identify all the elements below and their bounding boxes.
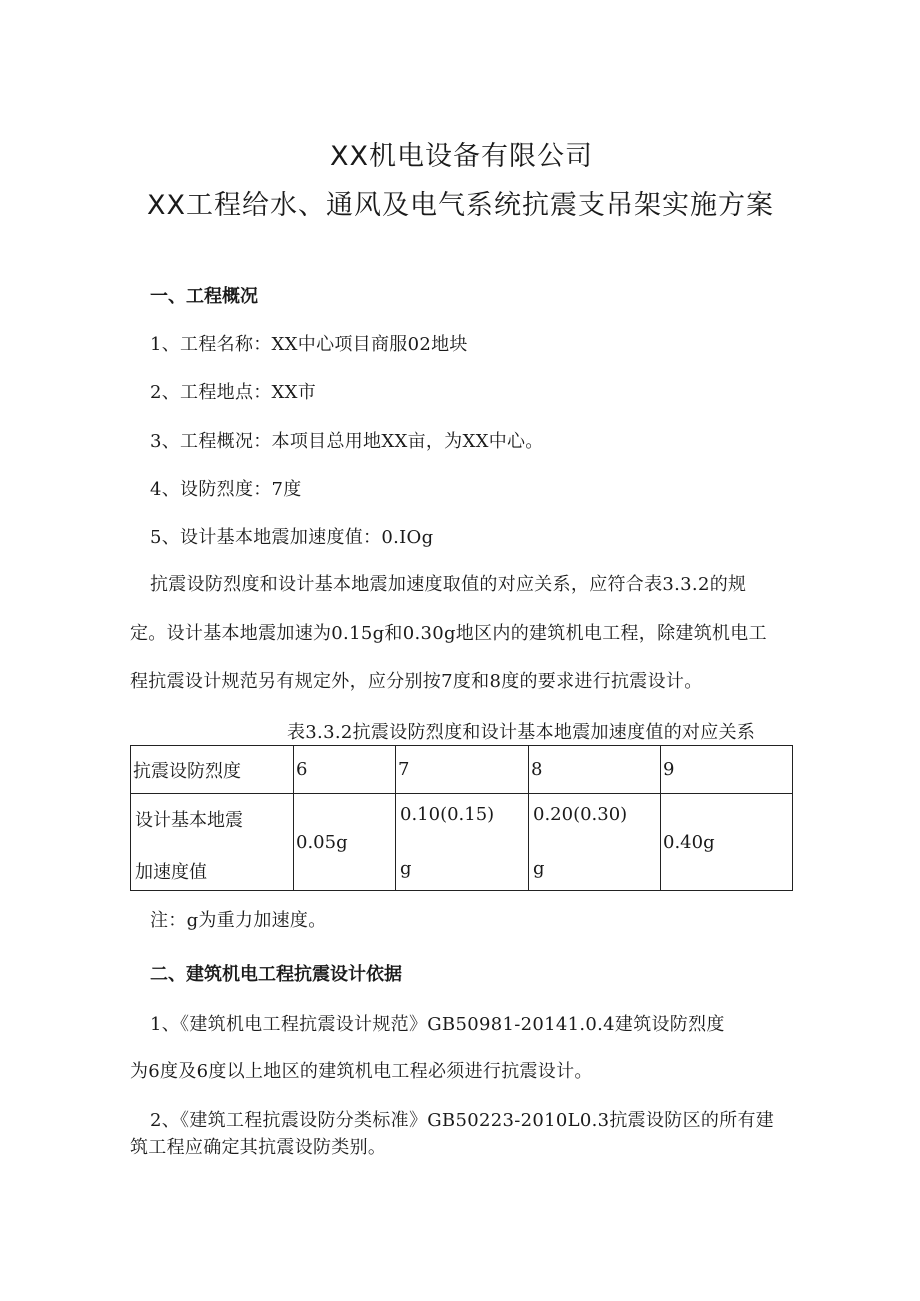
basis-item-1: 1、《建筑机电工程抗震设计规范》GB50981-20141.0.4建筑设防烈度 — [150, 1014, 725, 1035]
section2-heading: 二、建筑机电工程抗震设计依据 — [150, 964, 402, 985]
table-cell: 7 — [396, 746, 529, 794]
basis-item-1-cont: 为6度及6度以上地区的建筑机电工程必须进行抗震设计。 — [130, 1061, 593, 1082]
cell-line: g — [533, 858, 545, 879]
cell-line: 加速度值 — [135, 862, 207, 883]
table-cell: 抗震设防烈度 — [131, 746, 294, 794]
cell-line: 设计基本地震 — [135, 810, 243, 831]
design-acceleration: 5、设计基本地震加速度值：0.IOg — [150, 527, 434, 548]
table-cell: 0.05g — [294, 794, 396, 891]
table-row — [131, 746, 793, 794]
table-cell: 6 — [294, 746, 396, 794]
paragraph-line: 抗震设防烈度和设计基本地震加速度取值的对应关系，应符合表3.3.2的规 — [150, 574, 747, 595]
table-cell: 9 — [661, 746, 793, 794]
table-caption: 表3.3.2抗震设防烈度和设计基本地震加速度值的对应关系 — [287, 722, 756, 743]
table-row — [131, 794, 793, 891]
basis-item-2-cont: 筑工程应确定其抗震设防类别。 — [130, 1137, 387, 1158]
cell-line: 0.10(0.15) — [400, 804, 495, 825]
table-cell — [131, 794, 294, 891]
table-cell — [396, 794, 529, 891]
project-location: 2、工程地点：XX市 — [150, 382, 317, 403]
intensity-table — [130, 745, 793, 891]
table-cell: 8 — [529, 746, 661, 794]
fortification-intensity: 4、设防烈度：7度 — [150, 479, 302, 500]
company-title: XX机电设备有限公司 — [330, 141, 593, 172]
section1-heading: 一、工程概况 — [150, 286, 258, 307]
table-cell: 0.40g — [661, 794, 793, 891]
basis-item-2: 2、《建筑工程抗震设防分类标准》GB50223-2010L0.3抗震设防区的所有建 — [150, 1110, 775, 1131]
table-cell — [529, 794, 661, 891]
project-name: 1、工程名称：XX中心项目商服02地块 — [150, 334, 468, 355]
paragraph-line: 定。设计基本地震加速为0.15g和0.30g地区内的建筑机电工程，除建筑机电工 — [130, 623, 767, 644]
project-overview: 3、工程概况：本项目总用地XX亩，为XX中心。 — [150, 431, 544, 452]
cell-line: g — [400, 858, 412, 879]
cell-line: 0.20(0.30) — [533, 804, 628, 825]
paragraph-line: 程抗震设计规范另有规定外，应分别按7度和8度的要求进行抗震设计。 — [130, 671, 703, 692]
table-note: 注：g为重力加速度。 — [150, 910, 327, 931]
document-title: XX工程给水、通风及电气系统抗震支吊架实施方案 — [147, 190, 774, 221]
